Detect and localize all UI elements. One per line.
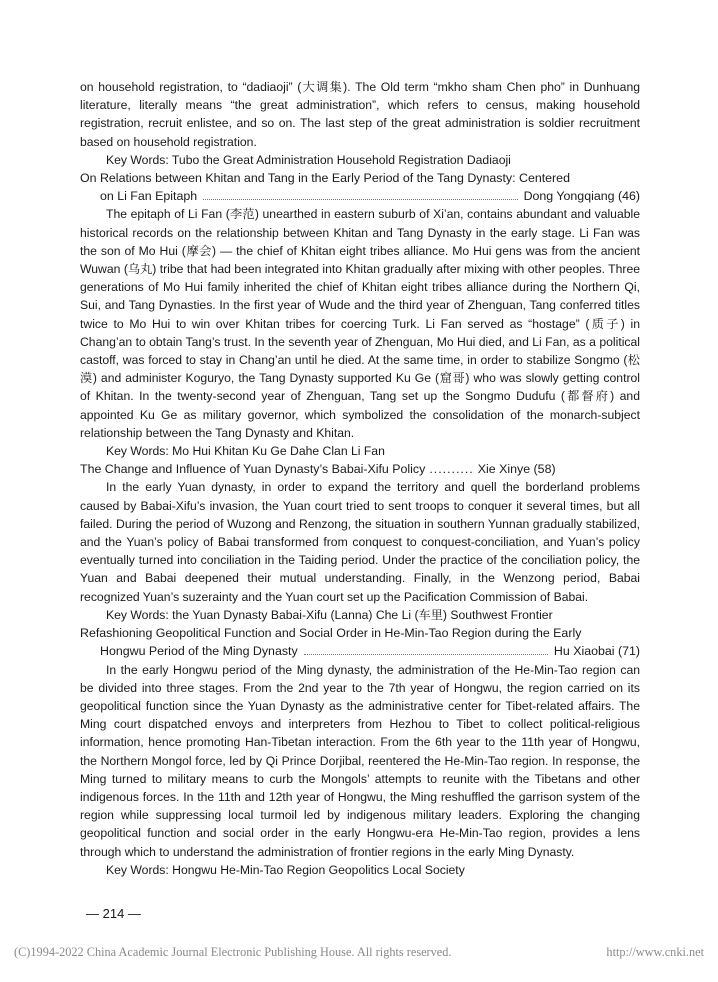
abstract-paragraph: In the early Hongwu period of the Ming dynasty, the administration of the He-Min-Tao region can be divided into three stages. From the 2nd year to the 7th year of Hongwu, the region carried on its geopolitical function since the Yuan Dynasty as the administrative center for Tibet-related affairs. The Ming court dispatched envoys and interpreters from Hezhou to Tibet to collect political-religious information, hence promoting Han-Tibetan interaction. From the 6th year to the 11th year of Hongwu, the Northern Mongol force, led by Qi Prince Dorjibal, reentered the He-Min-Tao region. In response, the Ming turned to military means to curb the Mongols’ attempts to reunite with the Tibetans and other indigenous forces. In the 11th and 12th year of Hongwu, the Ming reshuffled the garrison system of the region while suppressing local turmoil led by indigenous military leaders. Exploring the changing geopolitical function and social order in the early Hongwu-era He-Min-Tao region, provides a lens through which to understand the administration of frontier regions in the early Ming Dynasty. bbox=[80, 662, 640, 859]
abstract-paragraph: The epitaph of Li Fan (李范) unearthed in eastern suburb of Xi’an, contains abundant and valuable historical records on the relationship between Khitan and Tang Dynasty in the early stage. Li Fan was the son of Mo Hui (摩会) — the chief of Khitan eight tribes alliance. Mo Hui gens was from the ancient Wuwan (乌丸) tribe that had been integrated into Khitan gradually after mixing with other peoples. Three generations of Mo Hui family inherited the chief of Khitan eight tribes alliance during the Northern Qi, Sui, and Tang Dynasties. In the first year of Wude and the third year of Zhenguan, Tang conferred titles twice to Mo Hui to win over Khitan tribes for coercing Turk. Li Fan served as “hostage” (质子) in Chang’an to obtain Tang’s trust. In the seventh year of Zhenguan, Mo Hui died, and Li Fan, as a political castoff, was forced to stay in Chang’an until he died. At the same time, in order to stabilize Songmo (松漠) and administer Koguryo, the Tang Dynasty supported Ku Ge (窟哥) who was slowly getting control of Khitan. In the twenty-second year of Zhenguan, Tang set up the Songmo Dudufu (都督府) and appointed Ku Ge as military governor, which symbolized the consolidation of the monarch-subject relationship between the Tang Dynasty and Khitan. bbox=[80, 207, 640, 440]
leader-dots: .......... bbox=[429, 462, 474, 477]
abstract-paragraph: on household registration, to “dadiaoji” (大调集). The Old term “mkho sham Chen pho” in Dunhuang literature, literally means “the great administration”, which refers to census, making household registration, recruit enlistee, and so on. The last step of the great administration is soldier recruitment based on household registration. bbox=[80, 80, 640, 149]
article-page bbox=[80, 78, 640, 879]
article-author: Xie Xinye (58) bbox=[477, 462, 556, 477]
leader-dots bbox=[203, 199, 517, 200]
article-title-continued: on Li Fan Epitaph bbox=[100, 189, 198, 204]
copyright-notice: (C)1994-2022 China Academic Journal Electronic Publishing House. All rights reserved. bbox=[14, 945, 452, 959]
key-words: Key Words: Mo Hui Khitan Ku Ge Dahe Clan Li Fan bbox=[106, 444, 385, 459]
abstract-paragraph: In the early Yuan dynasty, in order to expand the territory and quell the borderland problems caused by Babai-Xifu’s invasion, the Yuan court tried to sent troops to conquer it several times, but all failed. During the period of Wuzong and Renzong, the situation in southern Yunnan gradually stabilized, and the Yuan’s policy of Babai transformed from conquest to conquest-conciliation, and Yuan’s policy eventually turned into conciliation in the Taiding period. Under the practice of the conciliation policy, the Yuan and Babai deepened their mutual understanding. Finally, in the Wenzong period, Babai recognized Yuan’s suzerainty and the Yuan court set up the Pacification Commission of Babai. bbox=[80, 480, 640, 604]
key-words: Key Words: Hongwu He-Min-Tao Region Geopolitics Local Society bbox=[106, 862, 465, 877]
article-author: Hu Xiaobai (71) bbox=[553, 644, 640, 659]
article-title: Refashioning Geopolitical Function and Social Order in He-Min-Tao Region during the Early bbox=[80, 626, 582, 641]
toc-entry bbox=[80, 460, 640, 478]
footer bbox=[14, 945, 704, 960]
article-author: Dong Yongqiang (46) bbox=[523, 189, 640, 204]
toc-entry bbox=[80, 642, 640, 660]
key-words: Key Words: the Yuan Dynasty Babai-Xifu (Lanna) Che Li (车里) Southwest Frontier bbox=[106, 607, 553, 622]
leader-dots bbox=[304, 654, 548, 655]
footer-link[interactable]: http://www.cnki.net bbox=[606, 945, 704, 959]
page-number: — 214 — bbox=[86, 906, 141, 921]
article-title: The Change and Influence of Yuan Dynasty’s Babai-Xifu Policy bbox=[80, 462, 426, 477]
article-title: On Relations between Khitan and Tang in the Early Period of the Tang Dynasty: Centered bbox=[80, 171, 570, 186]
key-words: Key Words: Tubo the Great Administration Household Registration Dadiaoji bbox=[106, 152, 511, 167]
toc-entry bbox=[80, 187, 640, 205]
article-title-continued: Hongwu Period of the Ming Dynasty bbox=[100, 644, 298, 659]
